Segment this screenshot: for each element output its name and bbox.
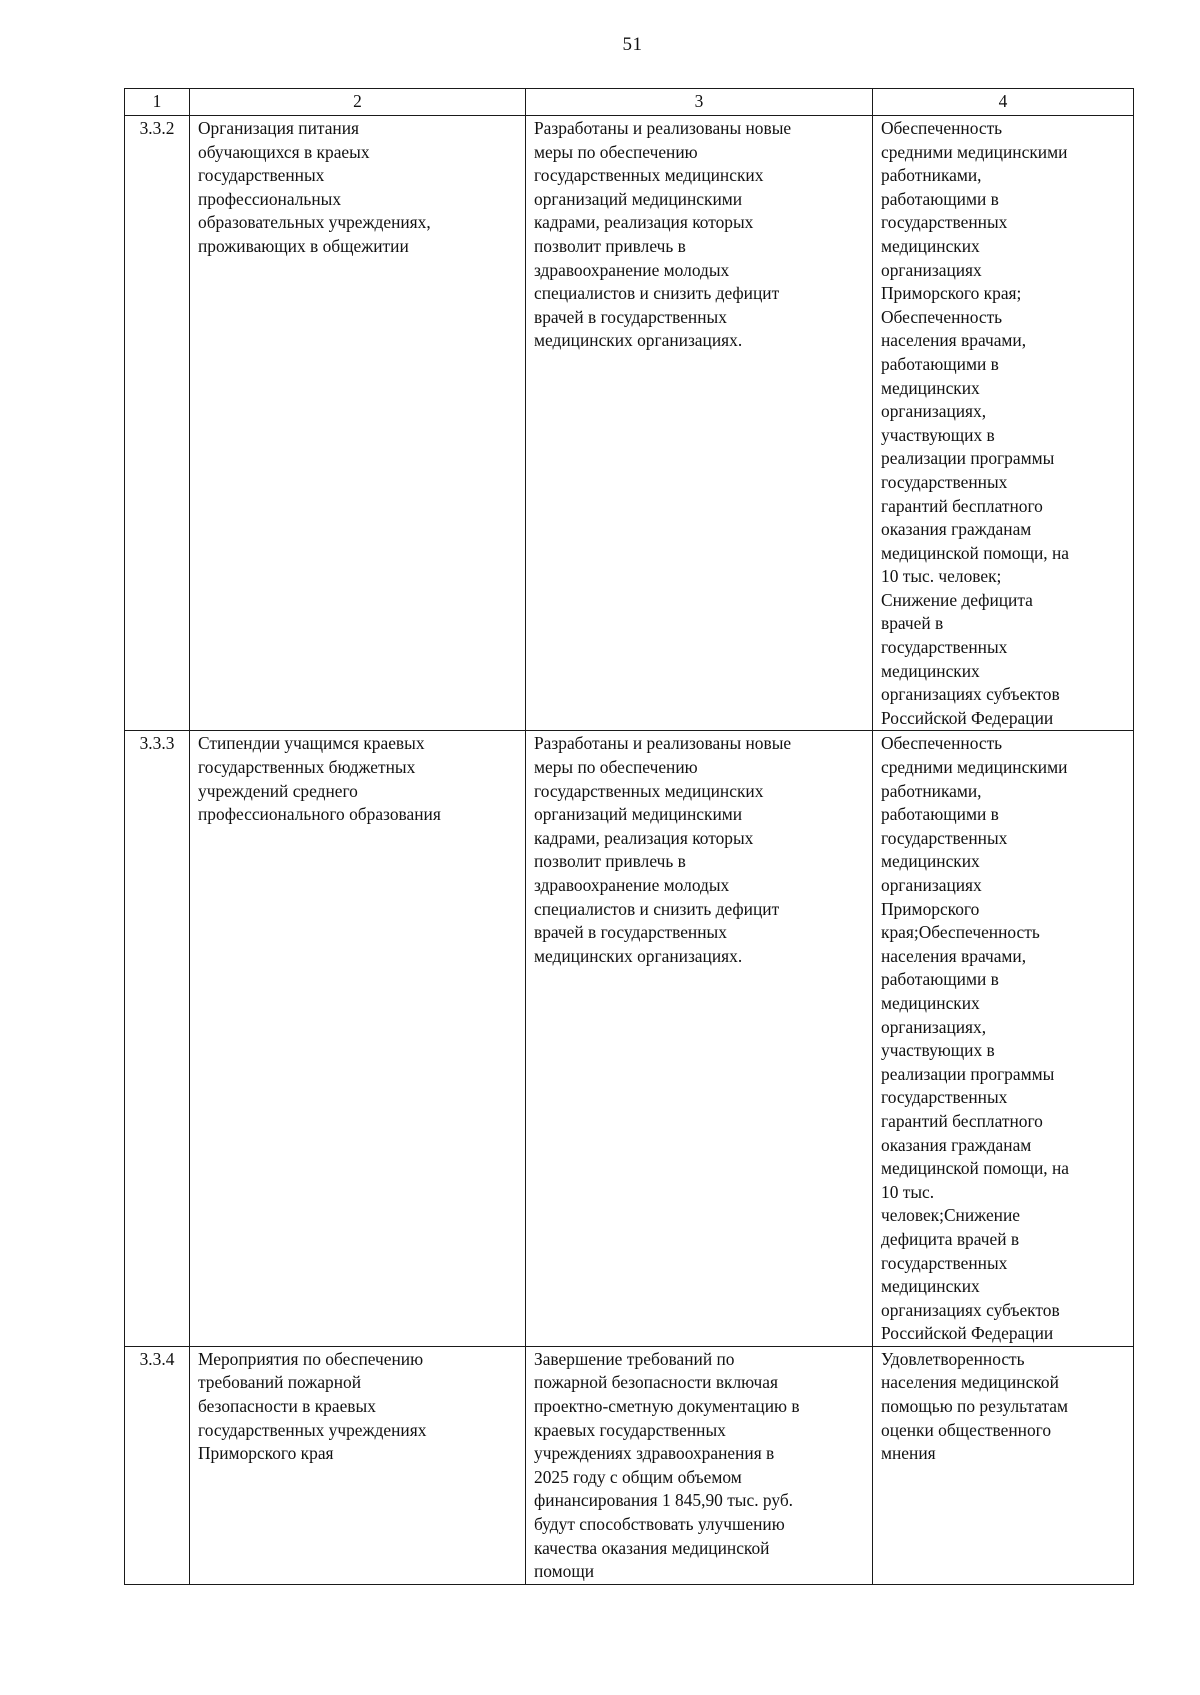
table-row — [125, 1346, 1134, 1584]
result-cell: Завершение требований по пожарной безопасности включая проектно-сметную документацию в краевых государственных учреждениях здравоохранения в 2025 году с общим объемом финансирования 1 845,90 тыс. руб. будут способствовать улучшению качества оказания медицинской помощи — [526, 1346, 873, 1584]
row-number: 3.3.4 — [125, 1346, 190, 1584]
table-header-row — [125, 89, 1134, 116]
column-header-2: 2 — [190, 89, 526, 116]
result-cell: Разработаны и реализованы новые меры по обеспечению государственных медицинских организаций медицинскими кадрами, реализация которых позволит привлечь в здравоохранение молодых специалистов и снизить дефицит врачей в государственных медицинских организациях. — [526, 731, 873, 1346]
measures-table — [124, 88, 1134, 1585]
result-cell: Разработаны и реализованы новые меры по обеспечению государственных медицинских организаций медицинскими кадрами, реализация которых позволит привлечь в здравоохранение молодых специалистов и снизить дефицит врачей в государственных медицинских организациях. — [526, 116, 873, 731]
indicator-cell: Обеспеченность средними медицинскими работниками, работающими в государственных медицинских организациях Приморского края;Обеспеченность населения врачами, работающими в медицинских организациях, участвующих в реализации программы государственных гарантий бесплатного оказания гражданам медицинской помощи, на 10 тыс. человек;Снижение дефицита врачей в государственных медицинских организациях субъектов Российской Федерации — [873, 731, 1134, 1346]
table-row — [125, 116, 1134, 731]
indicator-cell: Обеспеченность средними медицинскими работниками, работающими в государственных медицинских организациях Приморского края; Обеспеченность населения врачами, работающими в медицинских организациях, участвующих в реализации программы государственных гарантий бесплатного оказания гражданам медицинской помощи, на 10 тыс. человек; Снижение дефицита врачей в государственных медицинских организациях субъектов Российской Федерации — [873, 116, 1134, 731]
column-header-4: 4 — [873, 89, 1134, 116]
table-row — [125, 731, 1134, 1346]
column-header-1: 1 — [125, 89, 190, 116]
column-header-3: 3 — [526, 89, 873, 116]
row-number: 3.3.2 — [125, 116, 190, 731]
indicator-cell: Удовлетворенность населения медицинской помощью по результатам оценки общественного мнения — [873, 1346, 1134, 1584]
activity-cell: Мероприятия по обеспечению требований пожарной безопасности в краевых государственных учреждениях Приморского края — [190, 1346, 526, 1584]
activity-cell: Организация питания обучающихся в краеых государственных профессиональных образовательных учреждениях, проживающих в общежитии — [190, 116, 526, 731]
row-number: 3.3.3 — [125, 731, 190, 1346]
activity-cell: Стипендии учащимся краевых государственных бюджетных учреждений среднего профессионального образования — [190, 731, 526, 1346]
page-number: 51 — [622, 34, 643, 55]
